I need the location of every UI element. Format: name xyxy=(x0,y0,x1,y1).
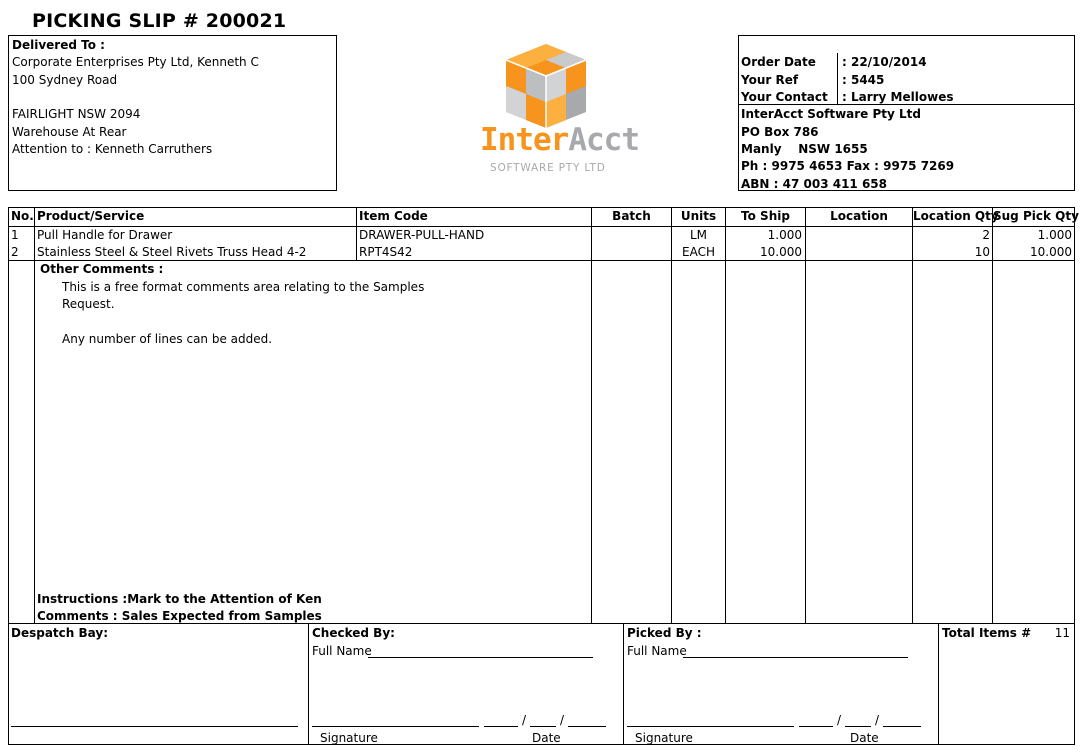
company-name: InterAcct Software Pty Ltd xyxy=(741,107,921,121)
your-contact-value: : Larry Mellowes xyxy=(842,90,954,104)
delivered-line-1: Corporate Enterprises Pty Ltd, Kenneth C xyxy=(12,55,259,69)
picked-signature-label: Signature xyxy=(635,731,693,745)
company-suburb: Manly NSW 1655 xyxy=(741,142,868,156)
table-row-1-sug-qty: 1.000 xyxy=(1037,228,1072,242)
picked-full-name-field[interactable] xyxy=(683,657,908,658)
company-logo xyxy=(476,40,639,180)
order-date-value: : 22/10/2014 xyxy=(842,55,927,69)
delivered-line-4: FAIRLIGHT NSW 2094 xyxy=(12,107,141,121)
checked-date-label: Date xyxy=(532,731,561,745)
document-title: PICKING SLIP # 200021 xyxy=(32,10,287,32)
despatch-bay-label: Despatch Bay: xyxy=(11,626,108,640)
table-row-1-units: LM xyxy=(689,228,708,242)
comments-line-2: Request. xyxy=(62,297,115,311)
table-row-1-no: 1 xyxy=(11,228,19,242)
col-header-no: No. xyxy=(11,209,34,223)
table-row-2-code: RPT4S42 xyxy=(359,245,413,259)
checked-by-label: Checked By: xyxy=(312,626,395,640)
checked-signature-label: Signature xyxy=(320,731,378,745)
picked-by-label: Picked By : xyxy=(627,626,702,640)
col-header-location-qty: Location Qty xyxy=(913,209,999,223)
col-header-product: Product/Service xyxy=(37,209,145,223)
logo-subtitle: SOFTWARE PTY LTD xyxy=(490,162,606,174)
delivered-line-5: Warehouse At Rear xyxy=(12,125,127,139)
picked-date-day-field[interactable] xyxy=(799,726,833,727)
logo-wordmark-inter: Inter xyxy=(480,122,569,158)
total-items-label: Total Items # xyxy=(942,626,1032,640)
checked-date-month-field[interactable] xyxy=(530,726,556,727)
picked-date-year-field[interactable] xyxy=(883,726,921,727)
col-header-sug-pick-qty: Sug Pick Qty xyxy=(993,209,1079,223)
picked-date-sep-2: / xyxy=(875,713,880,727)
instructions-text: Instructions :Mark to the Attention of Ken xyxy=(37,592,322,606)
picked-date-month-field[interactable] xyxy=(845,726,871,727)
checked-date-day-field[interactable] xyxy=(484,726,518,727)
checked-date-sep-2: / xyxy=(560,713,565,727)
checked-date-sep-1: / xyxy=(522,713,527,727)
your-ref-value: : 5445 xyxy=(842,73,885,87)
delivered-line-6: Attention to : Kenneth Carruthers xyxy=(12,142,213,156)
total-items-value: 11 xyxy=(1054,626,1070,640)
table-row-1-to-ship: 1.000 xyxy=(767,228,802,242)
delivered-to-label: Delivered To : xyxy=(12,38,105,52)
picked-signature-field[interactable] xyxy=(627,726,794,727)
checked-date-year-field[interactable] xyxy=(568,726,606,727)
comments-line-1: This is a free format comments area relating to the Samples xyxy=(62,280,425,294)
other-comments-label: Other Comments : xyxy=(40,262,164,276)
delivered-to-box xyxy=(8,35,337,191)
despatch-bay-line[interactable] xyxy=(11,726,298,727)
table-row-2-to-ship: 10.000 xyxy=(760,245,802,259)
picked-date-label: Date xyxy=(850,731,879,745)
logo-wordmark xyxy=(480,122,639,158)
col-header-batch: Batch xyxy=(612,209,651,223)
col-header-location: Location xyxy=(830,209,888,223)
company-abn: ABN : 47 003 411 658 xyxy=(741,177,888,191)
company-phone: Ph : 9975 4653 Fax : 9975 7269 xyxy=(741,159,955,173)
table-row-1-code: DRAWER-PULL-HAND xyxy=(359,228,485,242)
table-row-1-loc-qty: 2 xyxy=(982,228,990,242)
order-date-label: Order Date xyxy=(741,55,816,69)
table-row-2-product: Stainless Steel & Steel Rivets Truss Head 4-2 xyxy=(37,245,307,259)
sales-comments-text: Comments : Sales Expected from Samples xyxy=(37,609,322,623)
picked-date-sep-1: / xyxy=(837,713,842,727)
company-po-box: PO Box 786 xyxy=(741,125,819,139)
your-ref-label: Your Ref xyxy=(741,73,799,87)
delivered-line-2: 100 Sydney Road xyxy=(12,73,118,87)
col-header-to-ship: To Ship xyxy=(741,209,790,223)
table-row-2-units: EACH xyxy=(682,245,715,259)
checked-full-name-label: Full Name xyxy=(312,644,372,658)
table-row-2-no: 2 xyxy=(11,245,19,259)
picked-full-name-label: Full Name xyxy=(627,644,687,658)
checked-full-name-field[interactable] xyxy=(368,657,593,658)
table-row-2-sug-qty: 10.000 xyxy=(1030,245,1072,259)
logo-wordmark-acct: Acct xyxy=(568,122,639,158)
comments-line-3: Any number of lines can be added. xyxy=(62,332,273,346)
col-header-units: Units xyxy=(680,209,717,223)
checked-signature-field[interactable] xyxy=(312,726,479,727)
table-row-1-product: Pull Handle for Drawer xyxy=(37,228,173,242)
your-contact-label: Your Contact xyxy=(741,90,828,104)
table-row-2-loc-qty: 10 xyxy=(974,245,990,259)
order-info-box xyxy=(738,35,1075,191)
items-table xyxy=(8,207,1079,624)
col-header-item-code: Item Code xyxy=(359,209,428,223)
